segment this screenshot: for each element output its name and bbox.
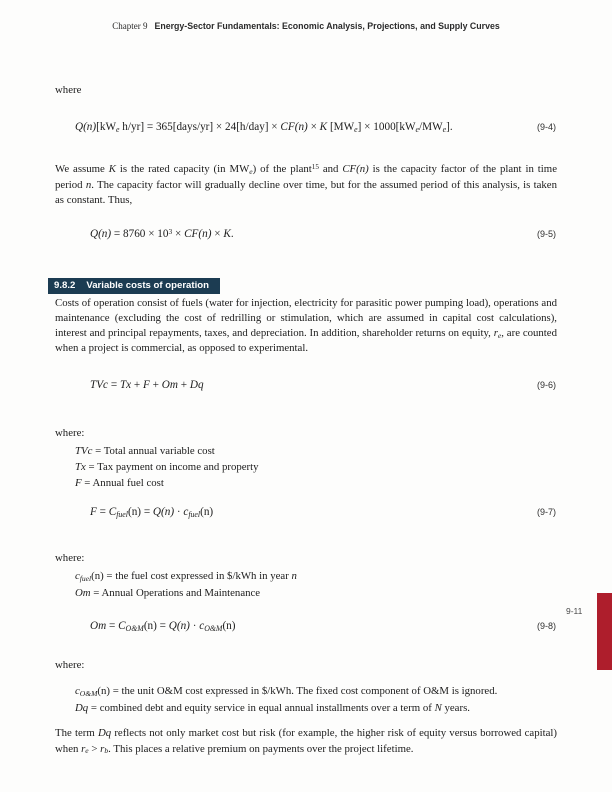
equation-9-7 [55, 506, 556, 518]
equation-9-7-body: F = Cfuel(n) = Q(n) · cfuel(n) [90, 506, 214, 520]
definition-list-fuel [75, 568, 557, 601]
equation-9-4 [55, 121, 556, 133]
paragraph-capacity-factor: We assume K is the rated capacity (in MWe) of the plant$^{15}$ and CF(n) is the capacity factor of the plant in time period n. The capacity factor will gradually decline over time, but for the assumed period of this analysis, is taken as constant. Thus, [55, 163, 557, 206]
section-heading-9-8-2 [48, 278, 220, 294]
equation-9-8 [55, 620, 556, 632]
equation-9-5 [55, 228, 556, 240]
section-title: Variable costs of operation [86, 280, 209, 291]
equation-9-4-number: (9-4) [536, 122, 556, 132]
definition-line-dq: Dq = combined debt and equity service in equal annual installments over a term of N years. [75, 702, 470, 714]
equation-9-7-number: (9-7) [536, 507, 556, 517]
paragraph-costs-of-operation: Costs of operation consist of fuels (water for injection, electricity for parasitic power pumping load), operations and maintenance (excluding the cost of redrilling or stimulation, which are assumed in capital cost calculations), interest and principal repayments, taxes, and depreciation. In addition, shareholder returns on equity, re, are counted when a project is commercial, as opposed to experimental. [55, 297, 557, 354]
definition-list-om-dq [75, 683, 557, 716]
chapter-title: Energy-Sector Fundamentals: Economic Analysis, Projections, and Supply Curves [154, 21, 500, 31]
equation-9-5-number: (9-5) [536, 229, 556, 239]
equation-9-8-body: Om = CO&M(n) = Q(n) · cO&M(n) [90, 620, 236, 634]
definition-line-com: cO&M(n) = the unit O&M cost expressed in $/kWh. The fixed cost component of O&M is ignored. [75, 685, 498, 698]
equation-9-5-body: $Q(n) = 8760 \times 10^3 \times CF(n) \times K$. [90, 227, 234, 240]
equation-9-6-number: (9-6) [536, 380, 556, 390]
page-number: 9-11 [566, 606, 583, 616]
equation-9-8-number: (9-8) [536, 621, 556, 631]
definition-line-tx: Tx = Tax payment on income and property [75, 461, 259, 473]
equation-9-6 [55, 379, 556, 391]
paragraph-dq-risk: The term Dq reflects not only market cost but risk (for example, the higher risk of equity versus borrowed capital) when re > rb. This places a relative premium on payments over the project lifetime. [55, 727, 557, 756]
equation-9-4-body: Q(n)[kWe h/yr] = 365[days/yr] × 24[h/day] × CF(n) × K [MWe] × 1000[kWe/MWe]. [75, 121, 453, 135]
chapter-thumb-tab [597, 593, 612, 670]
equation-9-6-body: TVc = Tx + F + Om + Dq [90, 379, 204, 391]
section-number: 9.8.2 [54, 280, 76, 291]
definition-line-cfuel: cfuel(n) = the fuel cost expressed in $/kWh in year n [75, 570, 297, 583]
definition-line-tvc: TVc = Total annual variable cost [75, 445, 215, 457]
where-label: where: [55, 659, 85, 671]
definition-list-tvc [75, 443, 557, 491]
where-label: where: [55, 427, 85, 439]
definition-line-om: Om = Annual Operations and Maintenance [75, 587, 261, 599]
page-header [0, 16, 612, 34]
where-label: where: [55, 552, 85, 564]
chapter-label: Chapter 9 [112, 21, 148, 31]
definition-line-f: F = Annual fuel cost [75, 477, 164, 489]
where-label: where [55, 84, 82, 96]
